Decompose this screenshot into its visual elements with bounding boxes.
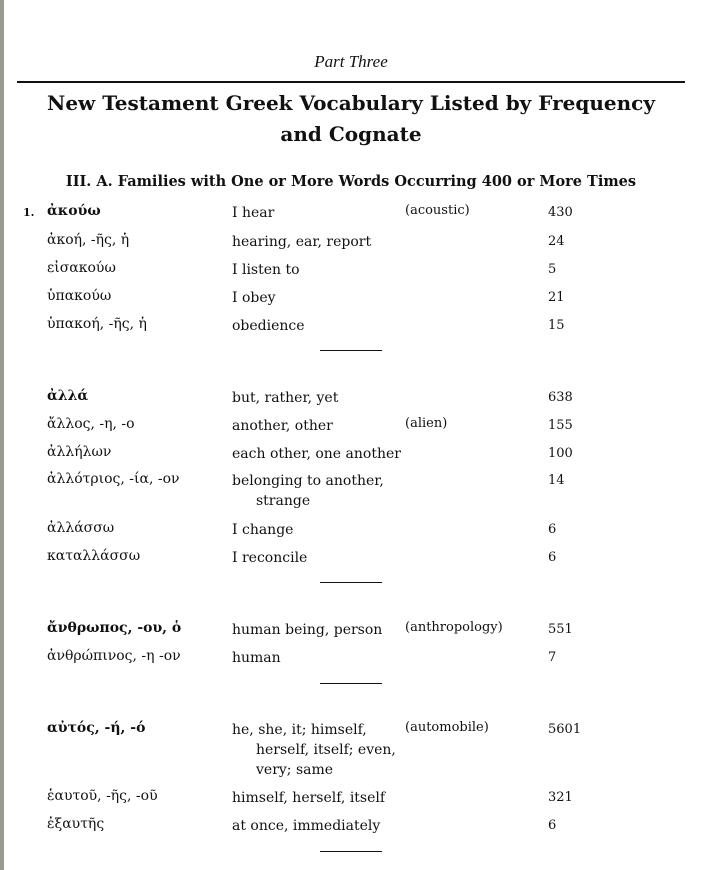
vocab-row	[0, 816, 702, 840]
gloss: at once, immediately	[232, 818, 381, 834]
gloss: obedience	[232, 318, 305, 334]
greek-word: ἀλλότριος, -ία, -ον	[47, 471, 180, 487]
frequency: 6	[548, 550, 557, 565]
greek-word: ἀνθρώπινος, -η -ον	[47, 648, 181, 664]
greek-word: ἀλλά	[47, 388, 89, 404]
frequency: 24	[548, 234, 565, 249]
vocab-row	[0, 620, 702, 644]
vocab-row	[0, 203, 702, 227]
frequency: 551	[548, 622, 573, 637]
frequency: 15	[548, 318, 565, 333]
frequency: 100	[548, 446, 573, 461]
header-rule	[17, 81, 685, 83]
greek-word: ἑαυτοῦ, -ῆς, -οῦ	[47, 788, 158, 804]
gloss: human	[232, 650, 281, 666]
greek-word: ἄλλος, -η, -ο	[47, 416, 135, 432]
vocab-row	[0, 444, 702, 468]
part-header: Part Three	[314, 52, 388, 71]
family-separator	[320, 582, 382, 583]
gloss	[232, 471, 402, 511]
frequency: 14	[548, 473, 565, 488]
gloss: I change	[232, 522, 294, 538]
gloss-line: herself, itself; even,	[256, 742, 396, 758]
greek-word: ὑπακούω	[47, 288, 112, 304]
vocab-row	[0, 260, 702, 284]
vocab-row	[0, 788, 702, 812]
frequency: 21	[548, 290, 565, 305]
greek-word: αὐτός, -ή, -ό	[47, 720, 146, 736]
greek-word: ἐξαυτῆς	[47, 816, 105, 832]
gloss: human being, person	[232, 622, 383, 638]
gloss-line: belonging to another,	[232, 473, 384, 489]
family-number: 1.	[23, 206, 35, 219]
greek-word: ὑπακοή, -ῆς, ἡ	[47, 316, 147, 332]
gloss: hearing, ear, report	[232, 234, 372, 250]
vocab-row	[0, 720, 702, 784]
vocab-row	[0, 388, 702, 412]
frequency: 430	[548, 205, 573, 220]
frequency: 6	[548, 818, 557, 833]
frequency: 638	[548, 390, 573, 405]
greek-word: ἄνθρωπος, -ου, ὁ	[47, 620, 182, 636]
section-heading: III. A. Families with One or More Words Occurring 400 or More Times	[65, 173, 637, 190]
cognate: (alien)	[405, 416, 448, 431]
gloss: another, other	[232, 418, 333, 434]
vocab-row	[0, 471, 702, 515]
frequency: 5	[548, 262, 557, 277]
gloss-line: he, she, it; himself,	[232, 722, 367, 738]
gloss: himself, herself, itself	[232, 790, 386, 806]
family-separator	[320, 350, 382, 351]
greek-word: ἀκοή, -ῆς, ἡ	[47, 232, 130, 248]
gloss: I listen to	[232, 262, 300, 278]
gloss: I obey	[232, 290, 276, 306]
gloss: I reconcile	[232, 550, 308, 566]
frequency: 5601	[548, 722, 582, 737]
cognate: (anthropology)	[405, 620, 503, 635]
cognate: (acoustic)	[405, 203, 470, 218]
family-separator	[320, 851, 382, 852]
vocab-row	[0, 520, 702, 544]
cognate: (automobile)	[405, 720, 489, 735]
page-title: New Testament Greek Vocabulary Listed by Frequency and Cognate	[47, 91, 655, 146]
greek-word: ἀλλήλων	[47, 444, 112, 460]
vocab-row	[0, 316, 702, 340]
frequency: 7	[548, 650, 557, 665]
vocab-row	[0, 648, 702, 672]
gloss-line: strange	[256, 493, 311, 509]
vocab-row	[0, 232, 702, 256]
gloss	[232, 720, 402, 780]
frequency: 155	[548, 418, 573, 433]
gloss: I hear	[232, 205, 275, 221]
vocab-row	[0, 416, 702, 440]
frequency: 6	[548, 522, 557, 537]
greek-word: καταλλάσσω	[47, 548, 141, 564]
greek-word: ἀλλάσσω	[47, 520, 115, 536]
greek-word: εἰσακούω	[47, 260, 116, 276]
greek-word: ἀκούω	[47, 203, 101, 219]
family-separator	[320, 683, 382, 684]
vocab-row	[0, 548, 702, 572]
frequency: 321	[548, 790, 573, 805]
gloss-line: very; same	[256, 762, 334, 778]
gloss: each other, one another	[232, 446, 401, 462]
vocab-row	[0, 288, 702, 312]
gloss: but, rather, yet	[232, 390, 339, 406]
